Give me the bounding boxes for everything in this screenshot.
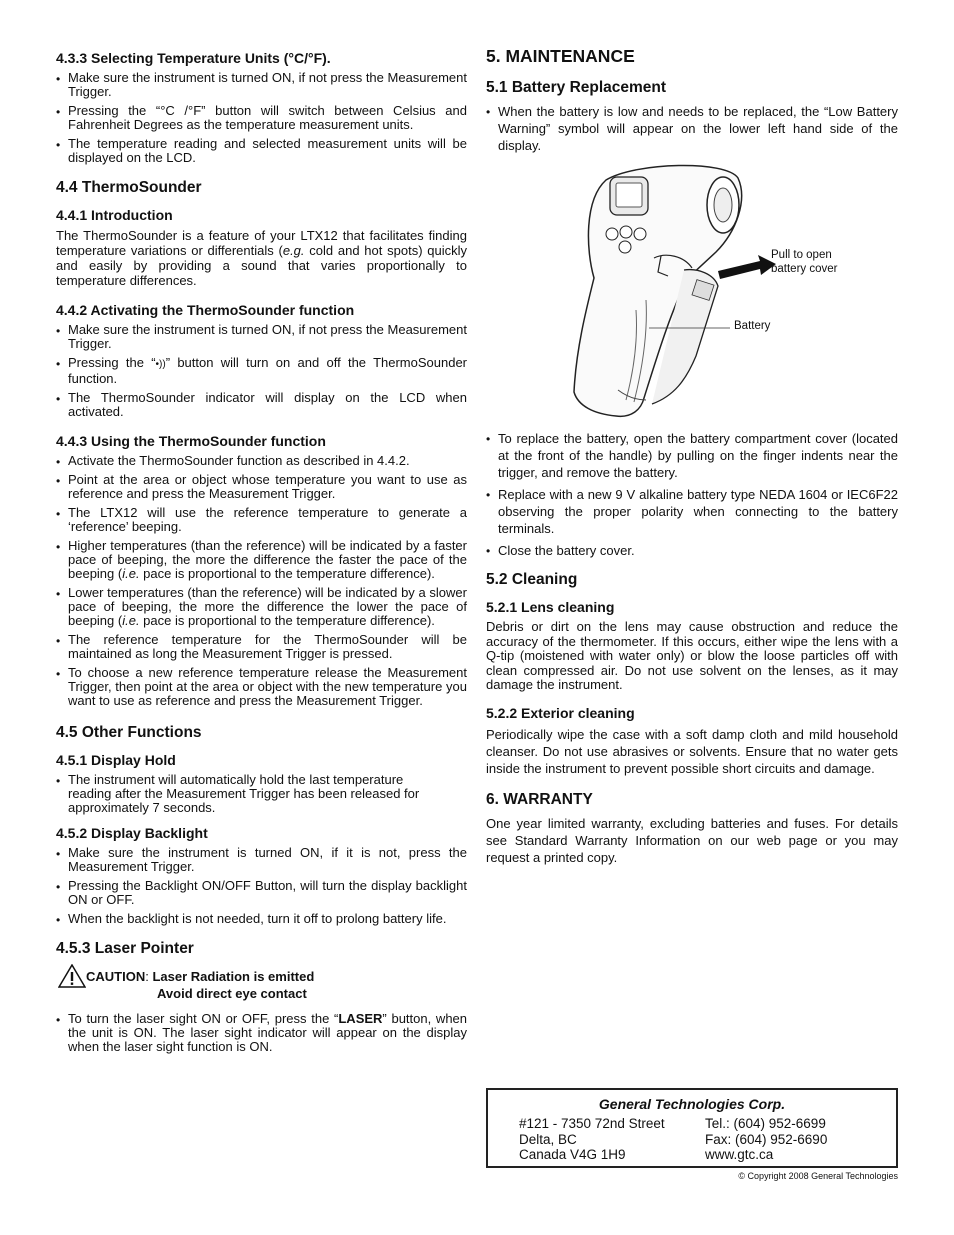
list-item: • Make sure the instrument is turned ON, if not press the Measurement Trigger. bbox=[56, 71, 467, 99]
battery-replacement-figure bbox=[486, 160, 898, 422]
section-4-4-heading: 4.4 ThermoSounder bbox=[56, 179, 202, 196]
section-6-heading: 6. WARRANTY bbox=[486, 790, 593, 808]
section-4-5-1-list bbox=[56, 773, 467, 815]
section-4-4-3-list bbox=[56, 454, 467, 708]
section-4-4-1-paragraph: The ThermoSounder is a feature of your LTX12 that facilitates finding temperature variations or differentials (e.g. cold and hot spots) quickly and easily by providing a sound that varies proportionally to temperature differences. bbox=[56, 228, 467, 288]
list-item: • To turn the laser sight ON or OFF, press the “LASER” button, when the unit is ON. The laser sight indicator will appear on the display when the laser sight function is ON. bbox=[56, 1012, 467, 1054]
caution-line-1: Laser Radiation is emitted bbox=[152, 969, 315, 984]
list-item: • Lower temperatures (than the reference) will be indicated by a slower pace of beeping, the more the difference the lower the pace of beeping (i.e. pace is proportional to the temperature difference). bbox=[56, 586, 467, 628]
section-4-4-2-heading: 4.4.2 Activating the ThermoSounder function bbox=[56, 302, 355, 318]
list-item: • When the backlight is not needed, turn it off to prolong battery life. bbox=[56, 912, 467, 926]
list-item: • The instrument will automatically hold the last temperature reading after the Measurement Trigger has been released for approximately 7 seconds. bbox=[56, 773, 467, 815]
pull-callout: Pull to open battery cover bbox=[771, 249, 838, 275]
list-item: • Close the battery cover. bbox=[486, 542, 898, 559]
section-5-2-2-heading: 5.2.2 Exterior cleaning bbox=[486, 704, 635, 721]
list-item: • Make sure the instrument is turned ON, if not press the Measurement Trigger. bbox=[56, 323, 467, 351]
list-item: • The reference temperature for the ThermoSounder will be maintained as long the Measurement Trigger is pressed. bbox=[56, 633, 467, 661]
section-4-5-1-heading: 4.5.1 Display Hold bbox=[56, 752, 176, 768]
list-item: • Pressing the Backlight ON/OFF Button, will turn the display backlight ON or OFF. bbox=[56, 879, 467, 907]
section-4-4-3-heading: 4.4.3 Using the ThermoSounder function bbox=[56, 433, 326, 449]
section-5-1-heading: 5.1 Battery Replacement bbox=[486, 79, 667, 96]
section-4-5-3-heading: 4.5.3 Laser Pointer bbox=[56, 940, 194, 957]
right-column bbox=[486, 44, 898, 870]
section-5-2-1-paragraph: Debris or dirt on the lens may cause obstruction and reduce the accuracy of the thermometer. If this occurs, either wipe the lens with a Q-tip (moistened with water only) or blow the loose particles off with clean compressed air. Do not use solvent on the lenses, as it may damage the instrument. bbox=[486, 619, 898, 692]
list-item: • Higher temperatures (than the reference) will be indicated by a faster pace of beeping, the more the difference the faster the pace of the beeping (i.e. pace is proportional to the temperature difference). bbox=[56, 539, 467, 581]
section-4-5-3-list bbox=[56, 1012, 467, 1054]
list-item: • Replace with a new 9 V alkaline battery type NEDA 1604 or IEC6F22 observing the proper polarity when connecting to the battery terminals. bbox=[486, 486, 898, 537]
company-name: General Technologies Corp. bbox=[598, 1096, 786, 1112]
list-item: • Point at the area or object whose temperature you want to use as reference and press the Measurement Trigger. bbox=[56, 473, 467, 501]
list-item: • When the battery is low and needs to be replaced, the “Low Battery Warning” symbol will appear on the lower left hand side of the display. bbox=[486, 103, 898, 154]
list-item: • Pressing the “•))” button will turn on and off the ThermoSounder function. bbox=[56, 356, 467, 386]
section-4-4-1-heading: 4.4.1 Introduction bbox=[56, 207, 173, 223]
list-item: • The LTX12 will use the reference temperature to generate a ‘reference’ beeping. bbox=[56, 506, 467, 534]
caution-line-2: Avoid direct eye contact bbox=[157, 986, 307, 1001]
section-4-5-heading: 4.5 Other Functions bbox=[56, 724, 202, 741]
list-item: • The ThermoSounder indicator will display on the LCD when activated. bbox=[56, 391, 467, 419]
list-item: • The temperature reading and selected measurement units will be displayed on the LCD. bbox=[56, 137, 467, 165]
section-6-paragraph: One year limited warranty, excluding batteries and fuses. For details see Standard Warranty Information on our web page or you may request a printed copy. bbox=[486, 815, 898, 865]
website-link[interactable]: www.gtc.ca bbox=[705, 1147, 774, 1162]
list-item: • To replace the battery, open the battery compartment cover (located at the front of the handle) by pulling on the finger indents near the trigger, and remove the battery. bbox=[486, 430, 898, 481]
list-item: • Make sure the instrument is turned ON, if it is not, press the Measurement Trigger. bbox=[56, 846, 467, 874]
thermosounder-symbol-icon: •)) bbox=[155, 359, 166, 370]
address: #121 - 7350 72nd Street Delta, BC Canada V4G 1H9 bbox=[519, 1116, 665, 1162]
thermometer-illustration bbox=[486, 160, 898, 422]
section-4-5-2-heading: 4.5.2 Display Backlight bbox=[56, 825, 208, 841]
section-5-1-intro-list bbox=[486, 103, 898, 154]
section-5-heading: 5. MAINTENANCE bbox=[486, 46, 635, 66]
section-4-3-3-list bbox=[56, 71, 467, 165]
left-column bbox=[56, 44, 467, 1059]
list-item: • Pressing the “°C /°F” button will switch between Celsius and Fahrenheit Degrees as the temperature measurement units. bbox=[56, 104, 467, 132]
caution-label: CAUTION bbox=[86, 969, 146, 984]
section-4-3-3-heading: 4.3.3 Selecting Temperature Units (°C/°F). bbox=[56, 50, 331, 66]
section-5-2-heading: 5.2 Cleaning bbox=[486, 571, 578, 588]
battery-callout: Battery bbox=[734, 320, 771, 332]
section-4-4-2-list bbox=[56, 323, 467, 419]
section-5-2-1-heading: 5.2.1 Lens cleaning bbox=[486, 599, 615, 615]
copyright-notice: © Copyright 2008 General Technologies bbox=[738, 1171, 898, 1181]
caution-notice: CAUTION: Laser Radiation is emitted Avoid direct eye contact bbox=[56, 964, 467, 1000]
warning-triangle-icon bbox=[58, 964, 86, 988]
contact-box bbox=[486, 1088, 898, 1168]
list-item: • To choose a new reference temperature release the Measurement Trigger, then point at the area or object with the new temperature you want to use as reference and press the Measurement Trigger. bbox=[56, 666, 467, 708]
section-5-2-2-paragraph: Periodically wipe the case with a soft damp cloth and mild household cleanser. Do not use abrasives or solvents. Ensure that no water gets inside the instrument to prevent possible short circuits and damage. bbox=[486, 726, 898, 776]
section-5-1-list bbox=[486, 430, 898, 559]
section-4-5-2-list bbox=[56, 846, 467, 926]
phone-info: Tel.: (604) 952-6699 Fax: (604) 952-6690 www.gtc.ca bbox=[705, 1116, 828, 1162]
list-item: • Activate the ThermoSounder function as described in 4.4.2. bbox=[56, 454, 467, 468]
